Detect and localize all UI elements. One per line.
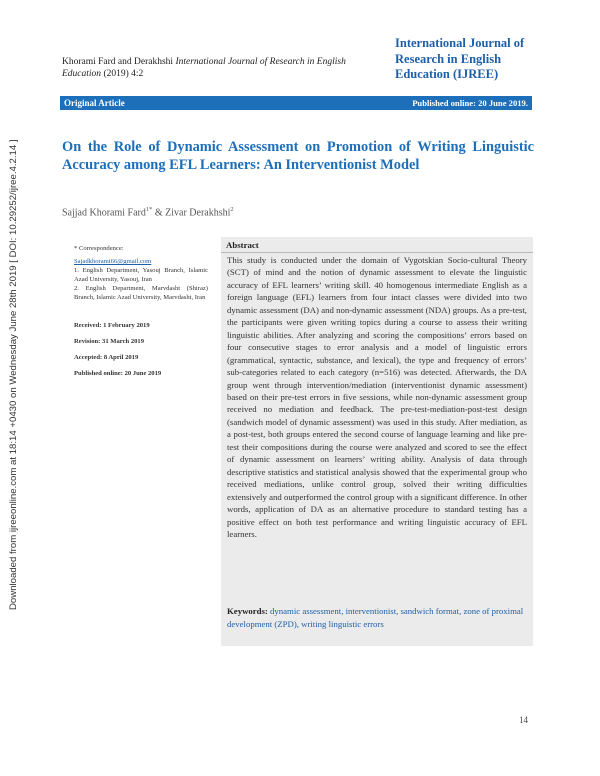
keywords-label: Keywords: xyxy=(227,606,268,616)
journal-name-line3: Education (IJREE) xyxy=(395,67,499,81)
abstract-box xyxy=(221,237,533,646)
article-type-bar xyxy=(60,96,532,110)
article-type-label: Original Article xyxy=(64,98,125,108)
author-1-marker: 1* xyxy=(145,206,153,213)
author-2: Zivar Derakhshi xyxy=(165,207,231,219)
author-list xyxy=(62,206,234,218)
author-2-marker: 2 xyxy=(230,206,234,213)
affiliation-1: 1. English Department, Yasouj Branch, Islamic Azad University, Yasouj, Iran xyxy=(74,267,208,283)
page-number: 14 xyxy=(519,715,528,725)
author-1: Sajjad Khorami Fard xyxy=(62,207,146,219)
correspondence-email-link[interactable]: Sajadkhorami66@gmail.com xyxy=(74,258,152,265)
keywords-list: dynamic assessment, interventionist, sandwich format, zone of proximal development (ZPD), writing linguistic errors xyxy=(227,606,524,629)
journal-name-line2: Research in English xyxy=(395,51,502,66)
article-info-column xyxy=(74,244,208,382)
published-online-label: Published online: 20 June 2019. xyxy=(412,98,528,108)
abstract-heading: Abstract xyxy=(226,240,259,250)
author-separator: & xyxy=(152,207,166,219)
article-dates xyxy=(74,318,208,382)
published-date: Published online: 20 June 2019 xyxy=(74,370,162,377)
citation-authors: Khorami Fard and Derakhshi xyxy=(62,57,174,67)
journal-name xyxy=(395,36,545,83)
article-title: On the Role of Dynamic Assessment on Promotion of Writing Linguistic Accuracy among EFL Learners: An Interventionist Model xyxy=(62,139,534,173)
correspondence-label: * Correspondence: xyxy=(74,245,124,252)
keywords xyxy=(227,605,527,630)
citation-journal: International Journal of Research in English Education xyxy=(62,57,346,79)
abstract-body: This study is conducted under the domain of Vygotskian Socio-cultural Theory (SCT) of mind and the notion of dynamic assessment to elevate the linguistic accuracy of EFL learners’ writing skill. 40 homogenous intermediate English as a foreign language (EFL) learners from four intact classes were divided into two dynamic assessment (DA) and non-dynamic assessment (NDA) groups. As a pre-test, the participants were given writing topics during a course to assess their writing linguistic abilities. After analyzing and scoring the compositions’ errors based on four consecutive stages to error analysis and a model of linguistic errors (grammatical, syntactic, substance, and lexical), the type and frequency of errors’ sub-categories related to each category (n=516) was detected. Afterwards, the DA group went through intervention/mediation (interventionist dynamic assessment) based on their pre-test errors in five sessions, while non-dynamic assessment group received no mediation and feedback. The pre-test-mediation-post-test design (sandwich model of dynamic assessment) was used in this study. After mediation, as a post-test, both groups entered the second course of language learning and like pre-test their compositions during the course were analyzed and scored to see the effect of dynamic assessment on learners’ writing ability. Analysis of data through descriptive statistics and statistical analysis showed that the experimental group who received mediations, unlike control group, solved their writing difficulties extensively and outperformed the control group with a significant difference. In other words, application of DA as an alternative procedure to standard testing has a positive effect on both test performance and writing linguistic accuracy of EFL learners. xyxy=(227,255,527,539)
revision-date: Revision: 31 March 2019 xyxy=(74,338,145,345)
journal-name-line1: International Journal of xyxy=(395,36,525,50)
download-stamp-text: Downloaded from ijreeonline.com at 18:14 +0430 on Wednesday June 28th 2019 [ DOI: 10.29252/ijree.4.2.14 ] xyxy=(8,139,19,610)
abstract-divider xyxy=(221,252,533,253)
download-stamp xyxy=(6,90,20,610)
citation-volume: (2019) 4:2 xyxy=(103,69,144,79)
affiliation-2: 2. English Department, Marvdasht (Shiraz) Branch, Islamic Azad University, Marvdasht, Iran xyxy=(74,285,208,301)
accepted-date: Accepted: 8 April 2019 xyxy=(74,354,139,361)
received-date: Received: 1 February 2019 xyxy=(74,322,150,329)
citation-header xyxy=(62,56,362,80)
